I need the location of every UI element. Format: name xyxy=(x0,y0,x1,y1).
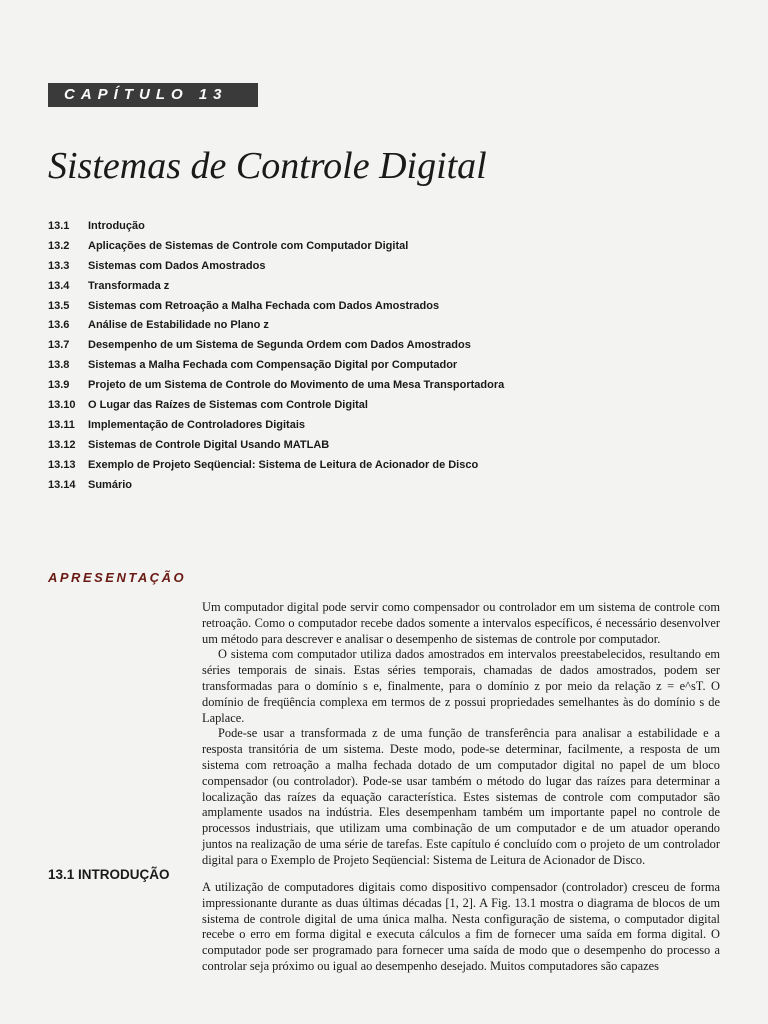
introducao-heading: 13.1 INTRODUÇÃO xyxy=(48,867,170,882)
toc-label: Sistemas com Retroação a Malha Fechada com Dados Amostrados xyxy=(88,299,440,312)
toc-number: 13.3 xyxy=(48,259,70,272)
toc-item xyxy=(48,476,728,496)
toc-number: 13.5 xyxy=(48,299,70,312)
toc-item xyxy=(48,356,728,376)
toc-number: 13.4 xyxy=(48,279,70,292)
table-of-contents xyxy=(48,217,728,495)
toc-number: 13.10 xyxy=(48,399,76,412)
toc-label: Implementação de Controladores Digitais xyxy=(88,418,305,431)
toc-item xyxy=(48,376,728,396)
toc-label: Exemplo de Projeto Seqüencial: Sistema de Leitura de Acionador de Disco xyxy=(88,458,479,471)
toc-number: 13.2 xyxy=(48,239,70,252)
toc-number: 13.1 xyxy=(48,220,70,232)
toc-item xyxy=(48,316,728,336)
toc-label: Sumário xyxy=(88,478,133,491)
toc-label: Aplicações de Sistemas de Controle com Computador Digital xyxy=(88,239,409,252)
toc-item xyxy=(48,217,728,237)
toc-label: Introdução xyxy=(88,220,145,232)
toc-number: 13.12 xyxy=(48,438,76,451)
toc-label: Sistemas a Malha Fechada com Compensação Digital por Computador xyxy=(88,359,458,372)
toc-number: 13.9 xyxy=(48,379,70,392)
toc-item xyxy=(48,416,728,436)
toc-number: 13.13 xyxy=(48,458,76,471)
toc-label: O Lugar das Raízes de Sistemas com Controle Digital xyxy=(88,399,368,412)
toc-label: Projeto de um Sistema de Controle do Movimento de uma Mesa Transportadora xyxy=(88,379,505,392)
toc-number: 13.6 xyxy=(48,319,70,332)
toc-item xyxy=(48,396,728,416)
apresentacao-heading: APRESENTAÇÃO xyxy=(48,570,187,585)
apresentacao-paragraph: Pode-se usar a transformada z de uma função de transferência para analisar a estabilidade e a resposta transitória de um sistema. Deste modo, pode-se determinar, facilmente, a resposta de um sistema com retroação a malha fechada dotado de um computador digital no papel de um bloco compensador (ou controlador). Pode-se usar também o método do lugar das raízes para determinar a localização das raízes da equação característica. Estes sistemas de controle com computador são amplamente usados na indústria. Eles desempenham também um importante papel no controle de processos industriais, que utilizam uma combinação de um computador e de um atuador operando juntos na realização de uma série de tarefas. Este capítulo é concluído com o projeto de um controlador digital para o Exemplo de Projeto Seqüencial: Sistema de Leitura de Acionador de Disco. xyxy=(202,726,720,867)
apresentacao-paragraph: O sistema com computador utiliza dados amostrados em intervalos preestabelecidos, resultando em séries temporais de sinais. Estas séries temporais, chamadas de dados amostrados, podem ser transformadas para o domínio s e, finalmente, para o domínio z por meio da relação z = e^sT. O domínio de freqüência complexa em termos de z possui propriedades semelhantes às do domínio s de Laplace. xyxy=(202,647,720,725)
toc-item xyxy=(48,297,728,317)
toc-label: Sistemas com Dados Amostrados xyxy=(88,259,266,272)
toc-item xyxy=(48,456,728,476)
apresentacao-paragraph: Um computador digital pode servir como compensador ou controlador em um sistema de controle com retroação. Como o computador recebe dados somente a intervalos específicos, é necessário desenvolver um método para descrever e analisar o desempenho de sistemas de controle por computador. xyxy=(202,600,720,646)
toc-label: Transformada z xyxy=(88,279,170,292)
toc-number: 13.8 xyxy=(48,359,70,372)
toc-item xyxy=(48,257,728,277)
toc-label: Análise de Estabilidade no Plano z xyxy=(88,319,269,332)
toc-number: 13.11 xyxy=(48,418,75,431)
toc-label: Desempenho de um Sistema de Segunda Ordem com Dados Amostrados xyxy=(88,339,471,352)
toc-number: 13.7 xyxy=(48,339,70,352)
toc-item xyxy=(48,237,728,257)
chapter-title: Sistemas de Controle Digital xyxy=(48,145,487,187)
chapter-label: CAPÍTULO 13 xyxy=(48,83,258,107)
toc-item xyxy=(48,277,728,297)
introducao-paragraph: A utilização de computadores digitais como dispositivo compensador (controlador) cresceu de forma impressionante durante as duas últimas décadas [1, 2]. A Fig. 13.1 mostra o diagrama de blocos de um sistema de controle digital de uma única malha. Nesta configuração de sistema, o computador digital recebe o erro em forma digital e executa cálculos a fim de fornecer uma saída em forma digital. O computador pode ser programado para fornecer uma saída de modo que o desempenho do processo a controlar seja próximo ou igual ao desempenho desejado. Muitos computadores são capazes xyxy=(202,880,720,973)
apresentacao-body xyxy=(202,600,720,869)
toc-item xyxy=(48,436,728,456)
toc-number: 13.14 xyxy=(48,478,76,491)
toc-label: Sistemas de Controle Digital Usando MATLAB xyxy=(88,438,330,451)
introducao-body xyxy=(202,880,720,975)
toc-item xyxy=(48,336,728,356)
